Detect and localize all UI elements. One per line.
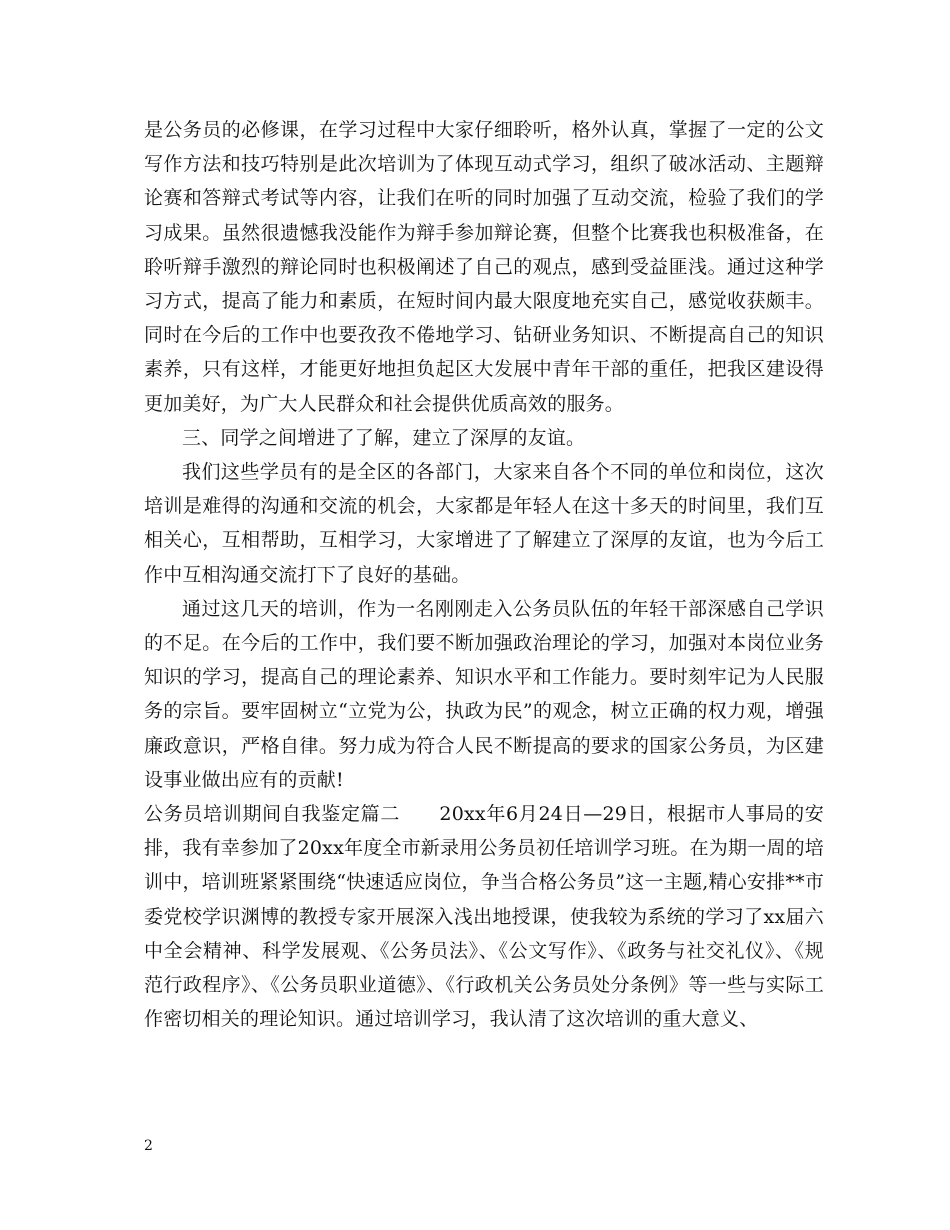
paragraph-continuation: 是公务员的必修课，在学习过程中大家仔细聆听，格外认真，掌握了一定的公文写作方法和技巧特别是此次培训为了体现互动式学习，组织了破冰活动、主题辩论赛和答辩式考试等内容，让我们在听的同时加强了互动交流，检验了我们的学习成果。虽然很遗憾我没能作为辩手参加辩论赛，但整个比赛我也积极准备，在聆听辩手激烈的辩论同时也积极阐述了自己的观点，感到受益匪浅。通过这种学习方式，提高了能力和素质，在短时间内最大限度地充实自己，感觉收获颇丰。同时在今后的工作中也要孜孜不倦地学习、钻研业务知识、不断提高自己的知识素养，只有这样，才能更好地担负起区大发展中青年干部的重任，把我区建设得更加美好，为广大人民群众和社会提供优质高效的服务。 [144,119,824,415]
section-heading-3: 三、同学之间增进了了解，建立了深厚的友谊。 [182,426,586,449]
page-number: 2 [144,1138,153,1154]
paragraph-classmates: 我们这些学员有的是全区的各部门，大家来自各个不同的单位和岗位，这次培训是难得的沟通和交流的机会，大家都是年轻人在这十多天的时间里，我们互相关心，互相帮助，互相学习，大家增进了了解建立了深厚的友谊，也为今后工作中互相沟通交流打下了良好的基础。 [144,461,824,586]
body-text [144,113,824,1036]
paragraph-part-two: 公务员培训期间自我鉴定篇二 20xx年6月24日—29日，根据市人事局的安排，我有幸参加了20xx年度全市新录用公务员初任培训学习班。在为期一周的培训中，培训班紧紧围绕“快速适应岗位，争当合格公务员”这一主题,精心安排**市委党校学识渊博的教授专家开展深入浅出地授课，使我较为系统的学习了xx届六中全会精神、科学发展观、《公务员法》、《公文写作》、《政务与社交礼仪》、《规范行政程序》、《公务员职业道德》、《行政机关公务员处分条例》等一些与实际工作密切相关的理论知识。通过培训学习，我认清了这次培训的重大意义、 [144,803,825,1031]
paragraph-conclusion: 通过这几天的培训，作为一名刚刚走入公务员队伍的年轻干部深感自己学识的不足。在今后的工作中，我们要不断加强政治理论的学习，加强对本岗位业务知识的学习，提高自己的理论素养、知识水平和工作能力。要时刻牢记为人民服务的宗旨。要牢固树立“立党为公，执政为民”的观念，树立正确的权力观，增强廉政意识，严格自律。努力成为符合人民不断提高的要求的国家公务员，为区建设事业做出应有的贡献! [144,597,824,791]
